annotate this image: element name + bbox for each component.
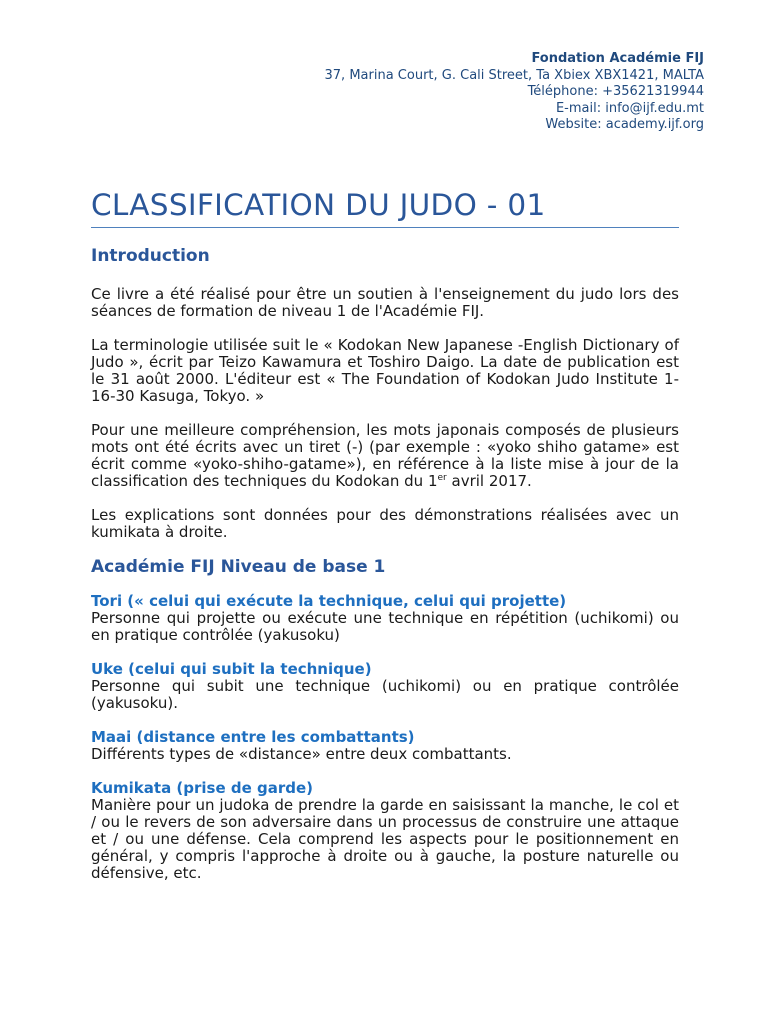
document-title: CLASSIFICATION DU JUDO - 01 (91, 188, 546, 222)
organization-name: Fondation Académie FIJ (531, 51, 704, 66)
term-kumikata: Kumikata (prise de garde) (91, 779, 314, 797)
organization-website: Website: academy.ijf.org (545, 117, 704, 132)
definition-tori: Personne qui projette ou exécute une technique en répétition (uchikomi) ou en pratique contrôlée (yakusoku) (91, 609, 679, 644)
term-maai: Maai (distance entre les combattants) (91, 728, 415, 746)
definition-maai: Différents types de «distance» entre deux combattants. (91, 745, 512, 763)
organization-address: 37, Marina Court, G. Cali Street, Ta Xbiex XBX1421, MALTA (324, 67, 704, 83)
intro-paragraph-2: La terminologie utilisée suit le « Kodokan New Japanese -English Dictionary of Judo », écrit par Teizo Kawamura et Toshiro Daigo. La date de publication est le 31 août 2000. L'éditeur est « The Foundation of Kodokan Judo Institute 1-16-30 Kasuga, Tokyo. » (91, 336, 679, 405)
title-divider (91, 227, 679, 228)
intro-paragraph-4: Les explications sont données pour des démonstrations réalisées avec un kumikata à droite. (91, 506, 679, 541)
organization-phone: Téléphone: +35621319944 (527, 84, 704, 99)
definition-kumikata: Manière pour un judoka de prendre la garde en saisissant la manche, le col et / ou le revers de son adversaire dans un processus de construire une attaque et / ou une défense. Cela comprend les aspects pour le positionnement en général, y compris l'approche à droite ou à gauche, la posture naturelle ou défensive, etc. (91, 796, 679, 882)
superscript-er: er (437, 473, 447, 483)
term-uke: Uke (celui qui subit la technique) (91, 660, 372, 678)
level-heading: Académie FIJ Niveau de base 1 (91, 557, 386, 577)
term-tori: Tori (« celui qui exécute la technique, celui qui projette) (91, 592, 567, 610)
organization-header (325, 51, 704, 134)
organization-email: E-mail: info@ijf.edu.mt (555, 100, 704, 116)
document-body (91, 244, 679, 882)
intro-paragraph-3 (91, 422, 679, 490)
intro-paragraph-3-end: avril 2017. (446, 472, 532, 490)
introduction-heading: Introduction (91, 246, 210, 266)
intro-paragraph-1: Ce livre a été réalisé pour être un soutien à l'enseignement du judo lors des séances de formation de niveau 1 de l'Académie FIJ. (91, 285, 679, 320)
definition-uke: Personne qui subit une technique (uchikomi) ou en pratique contrôlée (yakusoku). (91, 677, 679, 712)
intro-paragraph-3-text: Pour une meilleure compréhension, les mots japonais composés de plusieurs mots ont été écrits avec un tiret (-) (par exemple : «yoko shiho gatame» est écrit comme «yoko-shiho-gatame»), en référence à la liste mise à jour de la classification des techniques du Kodokan du 1 (91, 421, 679, 490)
